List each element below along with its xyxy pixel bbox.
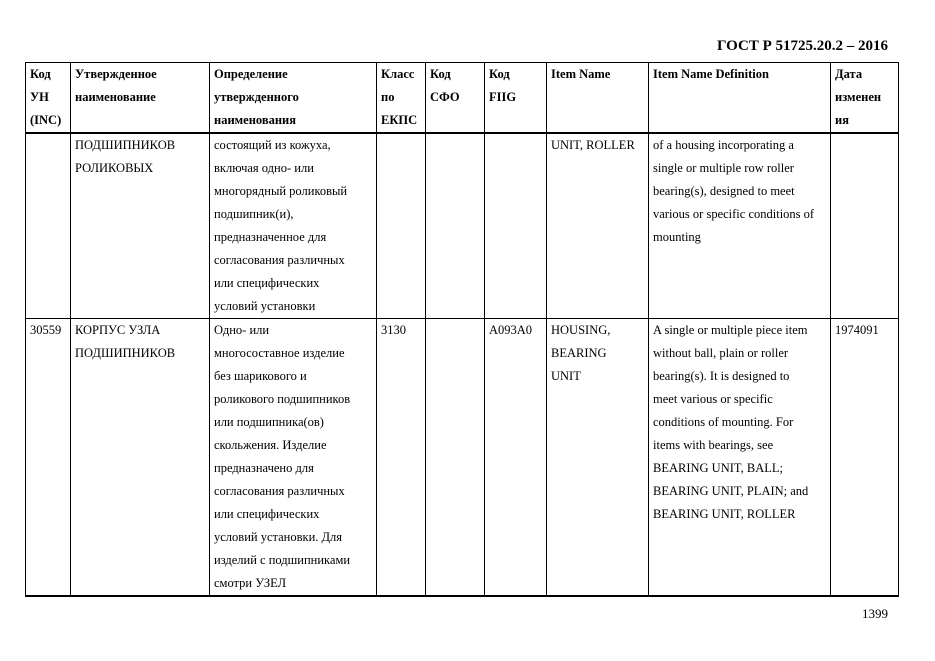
- item-definition-cell: [649, 133, 831, 319]
- header-change-date: [831, 63, 899, 134]
- header-line: Дата: [835, 67, 863, 81]
- inc-cell: [26, 133, 71, 319]
- header-line: Код: [30, 67, 51, 81]
- cell-line: mounting: [653, 230, 701, 244]
- header-fiig-code: [485, 63, 547, 134]
- cell-line: без шарикового и: [214, 369, 307, 383]
- table-row: [26, 133, 899, 319]
- cell-line: предназначенное для: [214, 230, 327, 244]
- header-line: FIIG: [489, 90, 517, 104]
- cell-line: роликового подшипников: [214, 392, 351, 406]
- cell-line: BEARING UNIT, ROLLER: [653, 507, 796, 521]
- cell-line: ПОДШИПНИКОВ: [75, 138, 176, 152]
- cell-line: скольжения. Изделие: [214, 438, 327, 452]
- cell-line: 1974091: [835, 323, 879, 337]
- cell-line: многорядный роликовый: [214, 184, 348, 198]
- item-definition-cell: [649, 319, 831, 597]
- cell-line: bearing(s). It is designed to: [653, 369, 790, 383]
- cell-line: BEARING: [551, 346, 607, 360]
- item-name-cell: [547, 319, 649, 597]
- header-line: Утвержденное: [75, 67, 157, 81]
- header-line: наименования: [214, 113, 297, 127]
- fiig-cell: [485, 319, 547, 597]
- cell-line: HOUSING,: [551, 323, 611, 337]
- header-line: изменен: [835, 90, 882, 104]
- header-line: наименование: [75, 90, 156, 104]
- class-cell: [377, 133, 426, 319]
- header-line: утвержденного: [214, 90, 299, 104]
- cell-line: various or specific conditions of: [653, 207, 815, 221]
- table-header-row: [26, 63, 899, 134]
- class-cell: [377, 319, 426, 597]
- header-line: (INC): [30, 113, 62, 127]
- inc-cell: [26, 319, 71, 597]
- cell-line: или подшипника(ов): [214, 415, 324, 429]
- sfo-cell: [426, 319, 485, 597]
- sfo-cell: [426, 133, 485, 319]
- page-number: 1399: [862, 606, 888, 621]
- cell-line: состоящий из кожуха,: [214, 138, 331, 152]
- header-inc: [26, 63, 71, 134]
- cell-line: bearing(s), designed to meet: [653, 184, 795, 198]
- header-name-definition: [210, 63, 377, 134]
- definition-cell: [210, 133, 377, 319]
- approved-name-cell: [71, 133, 210, 319]
- header-line: Item Name: [551, 67, 611, 81]
- header-approved-name: [71, 63, 210, 134]
- cell-line: A093A0: [489, 323, 533, 337]
- header-item-name-definition: [649, 63, 831, 134]
- cell-line: Одно- или: [214, 323, 270, 337]
- header-line: УН: [30, 90, 49, 104]
- header-line: ЕКПС: [381, 113, 418, 127]
- cell-line: условий установки: [214, 299, 316, 313]
- cell-line: conditions of mounting. For: [653, 415, 794, 429]
- cell-line: single or multiple row roller: [653, 161, 794, 175]
- header-line: СФО: [430, 90, 460, 104]
- header-item-name: [547, 63, 649, 134]
- header-line: Код: [489, 67, 510, 81]
- cell-line: meet various or specific: [653, 392, 773, 406]
- header-line: по: [381, 90, 395, 104]
- cell-line: РОЛИКОВЫХ: [75, 161, 154, 175]
- cell-line: UNIT, ROLLER: [551, 138, 635, 152]
- cell-line: BEARING UNIT, BALL;: [653, 461, 783, 475]
- date-cell: [831, 133, 899, 319]
- cell-line: items with bearings, see: [653, 438, 774, 452]
- cell-line: 30559: [30, 323, 62, 337]
- cell-line: подшипник(и),: [214, 207, 294, 221]
- cell-line: включая одно- или: [214, 161, 314, 175]
- approved-name-cell: [71, 319, 210, 597]
- cell-line: A single or multiple piece item: [653, 323, 808, 337]
- cell-line: ПОДШИПНИКОВ: [75, 346, 176, 360]
- date-cell: [831, 319, 899, 597]
- cell-line: согласования различных: [214, 484, 345, 498]
- cell-line: условий установки. Для: [214, 530, 343, 544]
- cell-line: BEARING UNIT, PLAIN; and: [653, 484, 809, 498]
- definition-cell: [210, 319, 377, 597]
- cell-line: UNIT: [551, 369, 581, 383]
- nomenclature-table: [25, 62, 899, 597]
- cell-line: КОРПУС УЗЛА: [75, 323, 161, 337]
- standard-header: ГОСТ Р 51725.20.2 – 2016: [716, 38, 888, 54]
- cell-line: смотри УЗЕЛ: [214, 576, 287, 590]
- cell-line: или специфических: [214, 507, 320, 521]
- header-line: Класс: [381, 67, 415, 81]
- header-sfo-code: [426, 63, 485, 134]
- cell-line: многосоставное изделие: [214, 346, 345, 360]
- header-line: Item Name Definition: [653, 67, 769, 81]
- cell-line: of a housing incorporating a: [653, 138, 794, 152]
- header-line: ия: [835, 113, 849, 127]
- header-line: Код: [430, 67, 451, 81]
- cell-line: согласования различных: [214, 253, 345, 267]
- cell-line: without ball, plain or roller: [653, 346, 789, 360]
- table-row: [26, 319, 899, 597]
- header-class: [377, 63, 426, 134]
- cell-line: изделий с подшипниками: [214, 553, 351, 567]
- fiig-cell: [485, 133, 547, 319]
- item-name-cell: [547, 133, 649, 319]
- cell-line: предназначено для: [214, 461, 314, 475]
- cell-line: 3130: [381, 323, 406, 337]
- cell-line: или специфических: [214, 276, 320, 290]
- header-line: Определение: [214, 67, 288, 81]
